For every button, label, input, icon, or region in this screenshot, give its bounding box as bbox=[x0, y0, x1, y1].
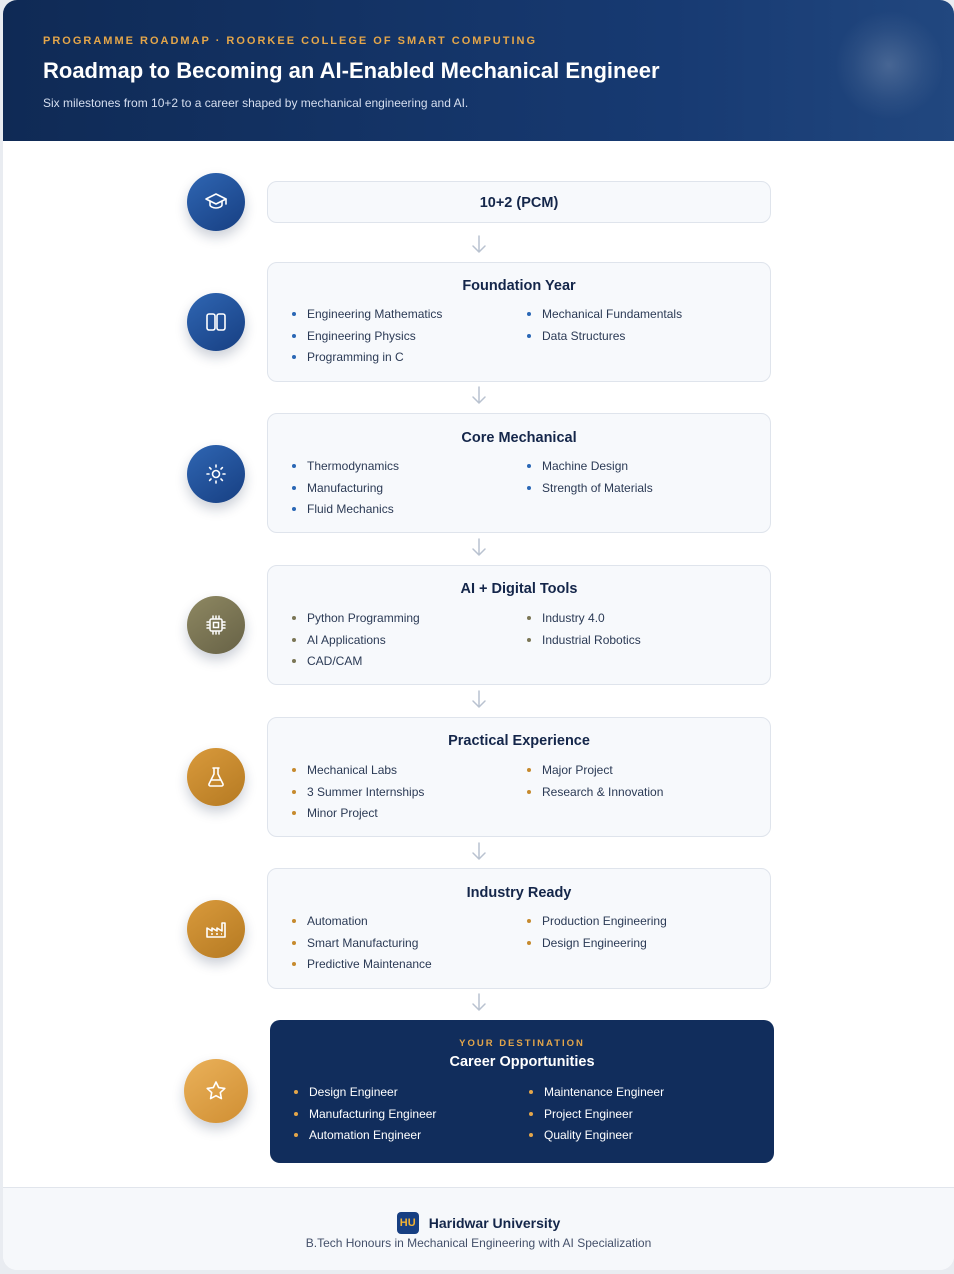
career-list-right bbox=[529, 1085, 664, 1150]
list-item: Thermodynamics bbox=[292, 459, 399, 481]
milestone-card-2 bbox=[267, 262, 771, 382]
destination-card bbox=[270, 1020, 774, 1163]
topic-list-left bbox=[292, 611, 420, 676]
chip-icon bbox=[187, 596, 245, 654]
milestone-title: Industry Ready bbox=[466, 885, 572, 901]
list-item: Manufacturing Engineer bbox=[294, 1107, 436, 1129]
arrow-down-icon bbox=[470, 234, 488, 256]
arrow-down-icon bbox=[470, 689, 488, 711]
header-glow bbox=[834, 10, 944, 120]
milestone-title: Practical Experience bbox=[448, 733, 590, 749]
topic-list-right bbox=[527, 763, 663, 806]
book-icon bbox=[187, 293, 245, 351]
list-item: Mechanical Labs bbox=[292, 763, 424, 785]
topic-list-left bbox=[292, 459, 399, 524]
university-logo: HU bbox=[397, 1212, 419, 1234]
list-item: Quality Engineer bbox=[529, 1128, 664, 1150]
list-item: Predictive Maintenance bbox=[292, 957, 432, 979]
topic-list-left bbox=[292, 307, 442, 372]
topic-list-right bbox=[527, 914, 667, 957]
list-item: Machine Design bbox=[527, 459, 653, 481]
list-item: Python Programming bbox=[292, 611, 420, 633]
list-item: Fluid Mechanics bbox=[292, 502, 399, 524]
topic-list-left bbox=[292, 914, 432, 979]
milestone-title: Foundation Year bbox=[462, 278, 576, 294]
list-item: Programming in C bbox=[292, 350, 442, 372]
graduation-cap-icon bbox=[187, 173, 245, 231]
list-item: Data Structures bbox=[527, 329, 682, 351]
gear-icon bbox=[187, 445, 245, 503]
arrow-down-icon bbox=[470, 992, 488, 1014]
arrow-down-icon bbox=[470, 537, 488, 559]
list-item: Automation bbox=[292, 914, 432, 936]
list-item: Project Engineer bbox=[529, 1107, 664, 1129]
list-item: 3 Summer Internships bbox=[292, 785, 424, 807]
page-subtitle: Six milestones from 10+2 to a career shaped by mechanical engineering and AI. bbox=[43, 96, 469, 110]
footer bbox=[3, 1187, 954, 1270]
header-banner bbox=[3, 0, 954, 141]
topic-list-left bbox=[292, 763, 424, 828]
list-item: Maintenance Engineer bbox=[529, 1085, 664, 1107]
milestone-card-4 bbox=[267, 565, 771, 685]
arrow-down-icon bbox=[470, 385, 488, 407]
university-name: Haridwar University bbox=[428, 1215, 561, 1231]
topic-list-right bbox=[527, 611, 641, 654]
destination-title: Career Opportunities bbox=[449, 1054, 595, 1070]
list-item: Major Project bbox=[527, 763, 663, 785]
factory-icon bbox=[187, 900, 245, 958]
list-item: Research & Innovation bbox=[527, 785, 663, 807]
flask-icon bbox=[187, 748, 245, 806]
list-item: Production Engineering bbox=[527, 914, 667, 936]
footer-brand bbox=[3, 1212, 954, 1234]
destination-eyebrow: YOUR DESTINATION bbox=[459, 1038, 585, 1049]
career-list-left bbox=[294, 1085, 436, 1150]
list-item: AI Applications bbox=[292, 633, 420, 655]
list-item: Minor Project bbox=[292, 806, 424, 828]
milestone-card-1 bbox=[267, 181, 771, 223]
milestone-card-5 bbox=[267, 717, 771, 837]
star-icon bbox=[184, 1059, 248, 1123]
list-item: Design Engineering bbox=[527, 936, 667, 958]
list-item: Engineering Mathematics bbox=[292, 307, 442, 329]
milestone-title: 10+2 (PCM) bbox=[479, 195, 559, 211]
topic-list-right bbox=[527, 307, 682, 350]
list-item: Mechanical Fundamentals bbox=[527, 307, 682, 329]
milestone-title: AI + Digital Tools bbox=[460, 581, 578, 597]
list-item: Engineering Physics bbox=[292, 329, 442, 351]
roadmap-page bbox=[3, 0, 954, 1270]
programme-name: B.Tech Honours in Mechanical Engineering with AI Specialization bbox=[305, 1236, 652, 1250]
milestone-card-6 bbox=[267, 868, 771, 989]
list-item: Manufacturing bbox=[292, 481, 399, 503]
list-item: Smart Manufacturing bbox=[292, 936, 432, 958]
milestone-card-3 bbox=[267, 413, 771, 533]
page-title: Roadmap to Becoming an AI-Enabled Mechanical Engineer bbox=[43, 58, 660, 83]
milestone-title: Core Mechanical bbox=[461, 430, 577, 446]
header-eyebrow: PROGRAMME ROADMAP · ROORKEE COLLEGE OF SMART COMPUTING bbox=[43, 35, 538, 47]
list-item: Design Engineer bbox=[294, 1085, 436, 1107]
topic-list-right bbox=[527, 459, 653, 502]
list-item: CAD/CAM bbox=[292, 654, 420, 676]
list-item: Strength of Materials bbox=[527, 481, 653, 503]
roadmap-timeline bbox=[3, 141, 954, 1187]
list-item: Automation Engineer bbox=[294, 1128, 436, 1150]
list-item: Industry 4.0 bbox=[527, 611, 641, 633]
list-item: Industrial Robotics bbox=[527, 633, 641, 655]
arrow-down-icon bbox=[470, 841, 488, 863]
